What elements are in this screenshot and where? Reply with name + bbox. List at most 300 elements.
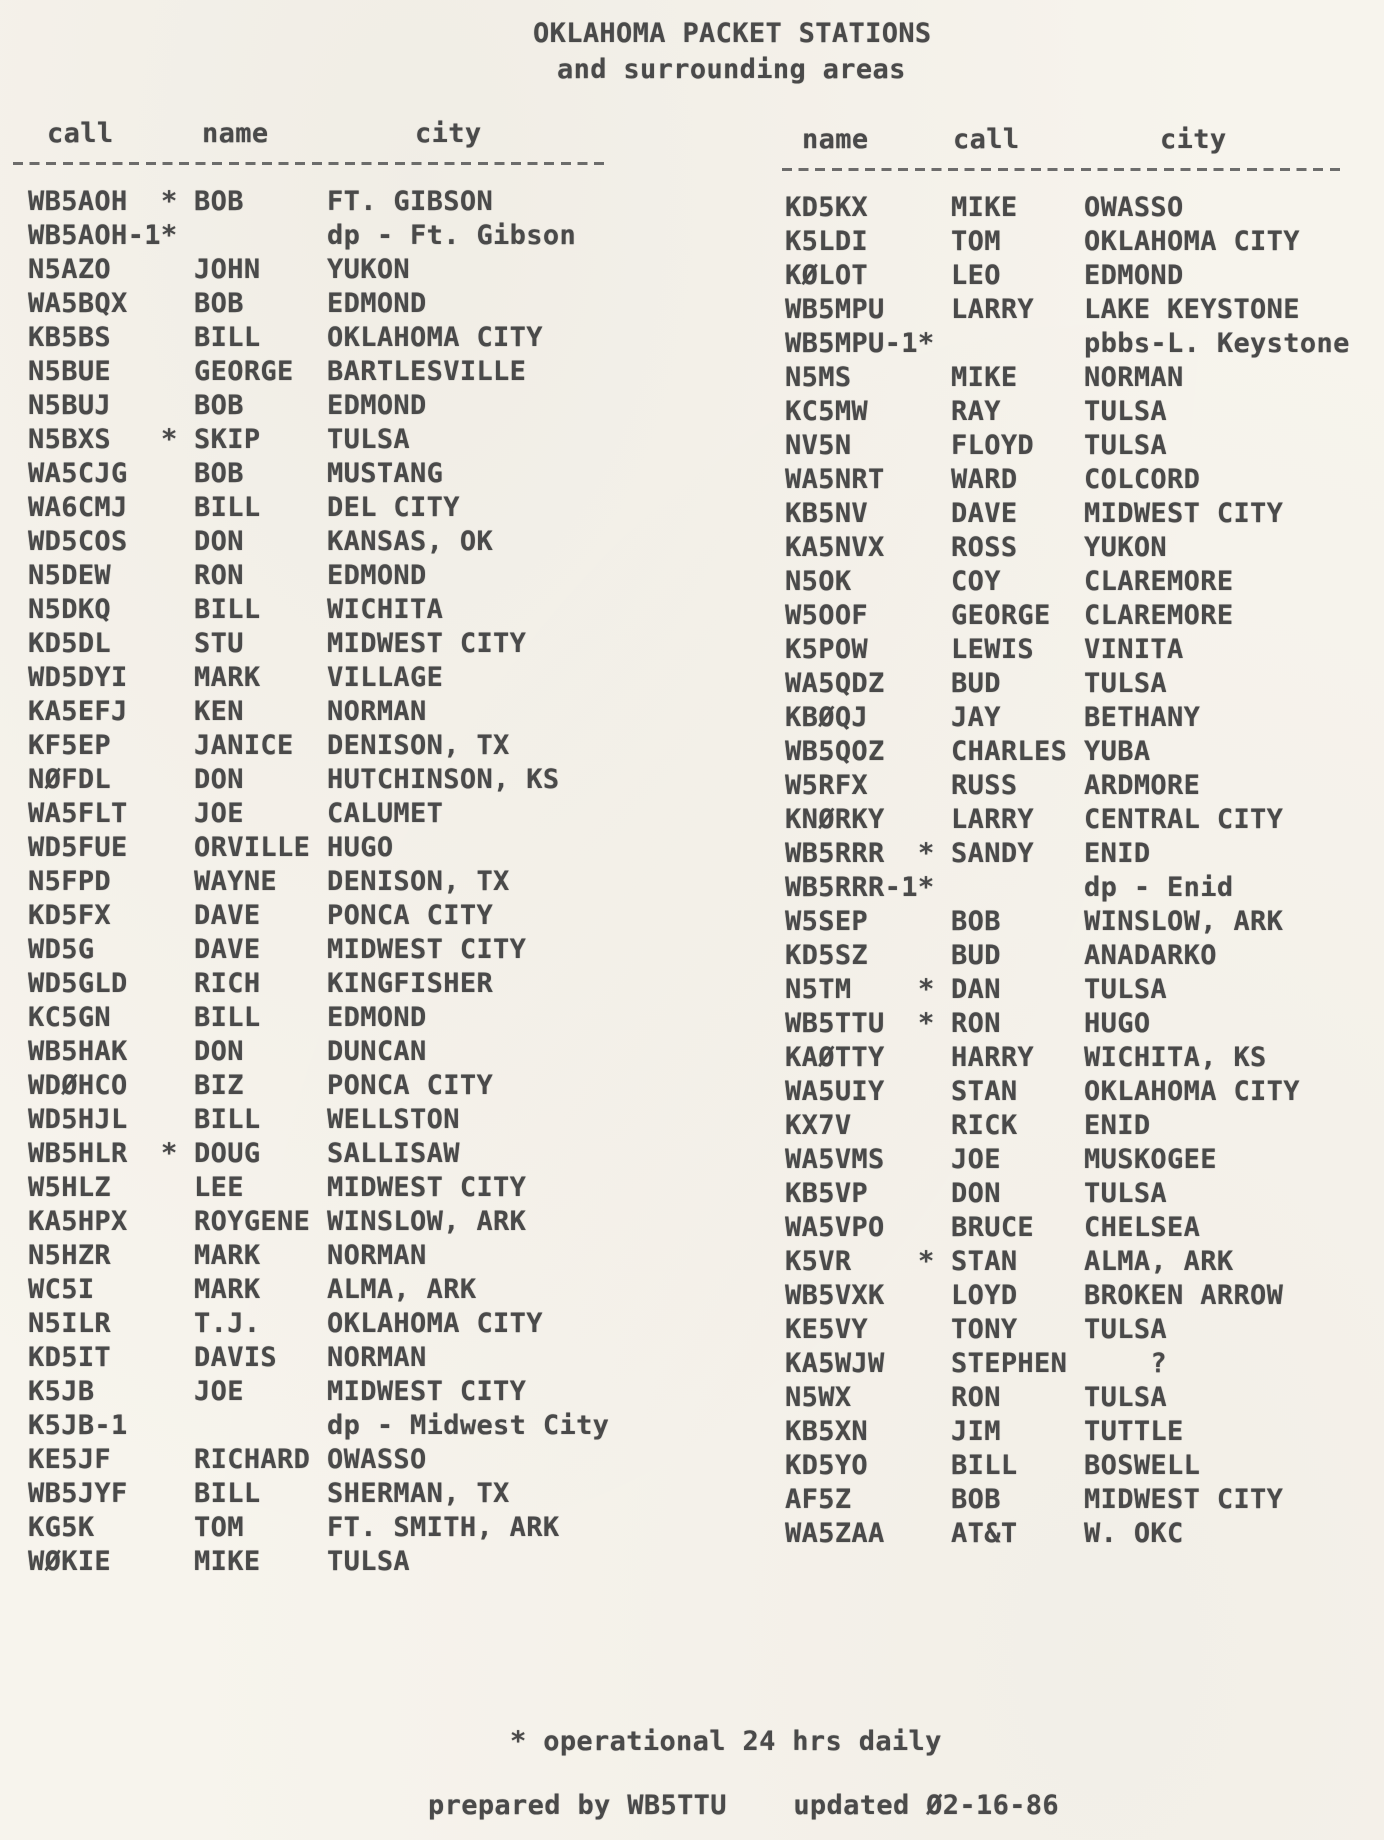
operational-star: * [918, 1008, 935, 1039]
name-cell: JANICE [194, 730, 294, 761]
table-row [28, 934, 648, 968]
name-cell: LARRY [951, 294, 1035, 325]
name-cell: LEWIS [951, 634, 1035, 665]
name-cell: LEO [951, 260, 1001, 291]
call-cell: K5VR [785, 1246, 852, 1277]
call-cell: KD5IT [28, 1342, 112, 1373]
call-cell: NØFDL [28, 764, 112, 795]
name-cell: MARK [194, 1240, 261, 1271]
call-cell: N5DEW [28, 560, 112, 591]
name-cell: RON [951, 1008, 1001, 1039]
name-cell: BOB [194, 186, 244, 217]
city-cell: MIDWEST CITY [327, 1376, 527, 1407]
call-cell: WD5GLD [28, 968, 128, 999]
city-cell: MIDWEST CITY [1084, 1484, 1284, 1515]
call-cell: N5OK [785, 566, 852, 597]
city-cell: MIDWEST CITY [327, 628, 527, 659]
call-cell: KB5VP [785, 1178, 869, 1209]
table-row [785, 804, 1384, 838]
city-cell: EDMOND [1084, 260, 1184, 291]
name-cell: TOM [194, 1512, 244, 1543]
table-row [28, 1104, 648, 1138]
call-cell: W5HLZ [28, 1172, 112, 1203]
call-cell: WA5BQX [28, 288, 128, 319]
city-cell: BOSWELL [1084, 1450, 1201, 1481]
table-row [785, 702, 1384, 736]
name-cell: LOYD [951, 1280, 1018, 1311]
table-row [28, 594, 648, 628]
call-cell: KB5NV [785, 498, 869, 529]
name-cell: MIKE [194, 1546, 261, 1577]
table-row [785, 770, 1384, 804]
name-cell: BUD [951, 668, 1001, 699]
city-cell: OKLAHOMA CITY [327, 322, 543, 353]
call-cell: K5LDI [785, 226, 869, 257]
name-cell: ORVILLE [194, 832, 311, 863]
right-table-header [0, 124, 1384, 158]
table-row [28, 288, 648, 322]
call-cell: KA5WJW [785, 1348, 885, 1379]
table-row [785, 1110, 1384, 1144]
call-cell: KG5K [28, 1512, 95, 1543]
name-cell: BUD [951, 940, 1001, 971]
table-row [785, 1008, 1384, 1042]
table-row [785, 532, 1384, 566]
city-cell: TULSA [327, 424, 411, 455]
call-cell: KX7V [785, 1110, 852, 1141]
call-cell: KC5MW [785, 396, 869, 427]
table-row [785, 634, 1384, 668]
name-cell: RON [194, 560, 244, 591]
call-cell: KØLOT [785, 260, 869, 291]
city-cell: WICHITA [327, 594, 444, 625]
call-cell: KNØRKY [785, 804, 885, 835]
operational-star: * [161, 1138, 178, 1169]
city-cell: VINITA [1084, 634, 1184, 665]
city-cell: OKLAHOMA CITY [327, 1308, 543, 1339]
table-row [785, 974, 1384, 1008]
table-row [28, 1478, 648, 1512]
call-cell: WC5I [28, 1274, 95, 1305]
table-row [28, 1376, 648, 1410]
city-cell: ENID [1084, 1110, 1151, 1141]
name-cell: RAY [951, 396, 1001, 427]
city-cell: TULSA [1084, 430, 1168, 461]
call-cell: W5RFX [785, 770, 869, 801]
table-row [785, 294, 1384, 328]
call-cell: N5DKQ [28, 594, 112, 625]
table-row [28, 356, 648, 390]
call-cell: N5HZR [28, 1240, 112, 1271]
name-cell: STU [194, 628, 244, 659]
operational-note: * operational 24 hrs daily [510, 1726, 942, 1757]
city-cell: WICHITA, KS [1084, 1042, 1267, 1073]
table-row [785, 1280, 1384, 1314]
name-cell: SKIP [194, 424, 261, 455]
call-cell: AF5Z [785, 1484, 852, 1515]
call-cell: WB5MPU-1* [785, 328, 935, 359]
call-cell: KC5GN [28, 1002, 112, 1033]
table-row [28, 560, 648, 594]
name-cell: DOUG [194, 1138, 261, 1169]
name-cell: BILL [194, 1104, 261, 1135]
name-cell: BOB [194, 390, 244, 421]
call-cell: N5BXS [28, 424, 112, 455]
city-cell: LAKE KEYSTONE [1084, 294, 1300, 325]
name-cell: TOM [951, 226, 1001, 257]
call-cell: N5AZO [28, 254, 112, 285]
call-cell: N5FPD [28, 866, 112, 897]
call-cell: W5OOF [785, 600, 869, 631]
table-row [785, 1314, 1384, 1348]
table-row [785, 736, 1384, 770]
table-row [28, 424, 648, 458]
call-cell: KB5XN [785, 1416, 869, 1447]
table-row [785, 464, 1384, 498]
column-header-name: name [802, 124, 869, 155]
table-row [28, 798, 648, 832]
table-row [28, 1444, 648, 1478]
city-cell: VILLAGE [327, 662, 444, 693]
city-cell: KINGFISHER [327, 968, 494, 999]
operational-star: * [161, 424, 178, 455]
call-cell: WD5G [28, 934, 95, 965]
table-row [28, 1410, 648, 1444]
city-cell: HUGO [1084, 1008, 1151, 1039]
city-cell: EDMOND [327, 288, 427, 319]
city-cell: ENID [1084, 838, 1151, 869]
table-row [785, 362, 1384, 396]
header-separator [13, 162, 610, 165]
city-cell: ARDMORE [1084, 770, 1201, 801]
name-cell: JIM [951, 1416, 1001, 1447]
name-cell: BILL [951, 1450, 1018, 1481]
city-cell: HUTCHINSON, KS [327, 764, 560, 795]
table-row [28, 1546, 648, 1580]
table-row [28, 662, 648, 696]
name-cell: BILL [194, 322, 261, 353]
column-header-call: call [953, 124, 1020, 155]
call-cell: KD5YO [785, 1450, 869, 1481]
name-cell: MIKE [951, 192, 1018, 223]
name-cell: MARK [194, 1274, 261, 1305]
name-cell: ROSS [951, 532, 1018, 563]
city-cell: OKLAHOMA CITY [1084, 1076, 1300, 1107]
city-cell: OWASSO [327, 1444, 427, 1475]
table-row [28, 1138, 648, 1172]
city-cell: DEL CITY [327, 492, 460, 523]
operational-star: * [918, 838, 935, 869]
city-cell: FT. GIBSON [327, 186, 494, 217]
name-cell: WAYNE [194, 866, 278, 897]
table-row [785, 1212, 1384, 1246]
city-cell: OKLAHOMA CITY [1084, 226, 1300, 257]
name-cell: BILL [194, 1478, 261, 1509]
table-row [28, 628, 648, 662]
city-cell: KANSAS, OK [327, 526, 494, 557]
city-cell: DENISON, TX [327, 866, 510, 897]
call-cell: WD5FUE [28, 832, 128, 863]
call-cell: WA5NRT [785, 464, 885, 495]
column-header-city: city [1160, 124, 1227, 155]
name-cell: JOE [194, 1376, 244, 1407]
name-cell: JAY [951, 702, 1001, 733]
city-cell: dp - Midwest City [327, 1410, 610, 1441]
call-cell: KB5BS [28, 322, 112, 353]
call-cell: N5BUJ [28, 390, 112, 421]
city-cell: pbbs-L. Keystone [1084, 328, 1350, 359]
table-row [28, 696, 648, 730]
table-row [28, 220, 648, 254]
table-row [785, 872, 1384, 906]
call-cell: K5JB [28, 1376, 95, 1407]
name-cell: RICH [194, 968, 261, 999]
table-row [785, 1348, 1384, 1382]
name-cell: DAN [951, 974, 1001, 1005]
name-cell: GEORGE [194, 356, 294, 387]
city-cell: NORMAN [327, 1240, 427, 1271]
city-cell: TULSA [1084, 396, 1168, 427]
city-cell: COLCORD [1084, 464, 1201, 495]
table-row [785, 600, 1384, 634]
call-cell: WB5QOZ [785, 736, 885, 767]
city-cell: MIDWEST CITY [1084, 498, 1284, 529]
name-cell: BRUCE [951, 1212, 1035, 1243]
table-row [785, 1076, 1384, 1110]
table-row [785, 1178, 1384, 1212]
table-row [785, 498, 1384, 532]
city-cell: YUKON [327, 254, 411, 285]
name-cell: STEPHEN [951, 1348, 1068, 1379]
table-row [28, 1002, 648, 1036]
table-row [785, 192, 1384, 226]
table-row [28, 1342, 648, 1376]
page-subtitle: and surrounding areas [557, 54, 906, 85]
name-cell: RICK [951, 1110, 1018, 1141]
call-cell: WB5JYF [28, 1478, 128, 1509]
city-cell: MUSKOGEE [1084, 1144, 1217, 1175]
city-cell: YUBA [1084, 736, 1151, 767]
call-cell: WA5VMS [785, 1144, 885, 1175]
table-row [785, 1484, 1384, 1518]
name-cell: BILL [194, 492, 261, 523]
call-cell: KBØQJ [785, 702, 869, 733]
name-cell: BOB [951, 906, 1001, 937]
name-cell: TONY [951, 1314, 1018, 1345]
city-cell: HUGO [327, 832, 394, 863]
city-cell: EDMOND [327, 390, 427, 421]
table-row [785, 430, 1384, 464]
table-row [28, 764, 648, 798]
city-cell: WINSLOW, ARK [1084, 906, 1284, 937]
call-cell: WA5CJG [28, 458, 128, 489]
name-cell: DAVIS [194, 1342, 278, 1373]
call-cell: WB5HAK [28, 1036, 128, 1067]
call-cell: KA5NVX [785, 532, 885, 563]
city-cell: TULSA [1084, 1382, 1168, 1413]
call-cell: WB5RRR-1* [785, 872, 935, 903]
name-cell: T.J. [194, 1308, 261, 1339]
city-cell: CLAREMORE [1084, 566, 1234, 597]
city-cell: ALMA, ARK [1084, 1246, 1234, 1277]
city-cell: NORMAN [1084, 362, 1184, 393]
call-cell: KD5KX [785, 192, 869, 223]
city-cell: YUKON [1084, 532, 1168, 563]
table-row [785, 668, 1384, 702]
city-cell: TULSA [1084, 1314, 1168, 1345]
name-cell: DON [194, 764, 244, 795]
call-cell: WØKIE [28, 1546, 112, 1577]
city-cell: SHERMAN, TX [327, 1478, 510, 1509]
name-cell: RUSS [951, 770, 1018, 801]
call-cell: N5MS [785, 362, 852, 393]
city-cell: DUNCAN [327, 1036, 427, 1067]
column-header-call: call [47, 118, 114, 149]
name-cell: GEORGE [951, 600, 1051, 631]
city-cell: SALLISAW [327, 1138, 460, 1169]
name-cell: WARD [951, 464, 1018, 495]
city-cell: PONCA CITY [327, 900, 494, 931]
call-cell: WB5AOH [28, 186, 128, 217]
name-cell: MIKE [951, 362, 1018, 393]
city-cell: TULSA [1084, 668, 1168, 699]
name-cell: BOB [194, 458, 244, 489]
table-row [28, 458, 648, 492]
table-row [28, 968, 648, 1002]
name-cell: JOHN [194, 254, 261, 285]
call-cell: WD5HJL [28, 1104, 128, 1135]
name-cell: KEN [194, 696, 244, 727]
table-row [28, 1070, 648, 1104]
call-cell: WB5MPU [785, 294, 885, 325]
call-cell: WB5TTU [785, 1008, 885, 1039]
name-cell: BILL [194, 1002, 261, 1033]
call-cell: KE5JF [28, 1444, 112, 1475]
table-row [28, 900, 648, 934]
call-cell: WB5AOH-1* [28, 220, 178, 251]
operational-star: * [918, 1246, 935, 1277]
city-cell: ANADARKO [1084, 940, 1217, 971]
table-row [28, 866, 648, 900]
city-cell: TULSA [1084, 974, 1168, 1005]
name-cell: RON [951, 1382, 1001, 1413]
name-cell: STAN [951, 1076, 1018, 1107]
left-station-list [28, 186, 648, 1580]
column-header-city: city [415, 118, 482, 149]
city-cell: CALUMET [327, 798, 444, 829]
city-cell: EDMOND [327, 560, 427, 591]
name-cell: AT&T [951, 1518, 1018, 1549]
operational-star: * [918, 974, 935, 1005]
name-cell: DAVE [951, 498, 1018, 529]
table-row [785, 1246, 1384, 1280]
city-cell: dp - Ft. Gibson [327, 220, 577, 251]
call-cell: WA5VPO [785, 1212, 885, 1243]
table-row [785, 1416, 1384, 1450]
name-cell: DAVE [194, 934, 261, 965]
right-station-list [785, 192, 1384, 1552]
name-cell: MARK [194, 662, 261, 693]
city-cell: NORMAN [327, 1342, 427, 1373]
call-cell: NV5N [785, 430, 852, 461]
call-cell: W5SEP [785, 906, 869, 937]
operational-star: * [161, 186, 178, 217]
name-cell: JOE [194, 798, 244, 829]
call-cell: WDØHCO [28, 1070, 128, 1101]
city-cell: MIDWEST CITY [327, 1172, 527, 1203]
name-cell: BOB [951, 1484, 1001, 1515]
call-cell: WA5UIY [785, 1076, 885, 1107]
call-cell: KD5SZ [785, 940, 869, 971]
city-cell: WINSLOW, ARK [327, 1206, 527, 1237]
city-cell: MIDWEST CITY [327, 934, 527, 965]
table-row [785, 1518, 1384, 1552]
call-cell: WA5FLT [28, 798, 128, 829]
city-cell: MUSTANG [327, 458, 444, 489]
name-cell: CHARLES [951, 736, 1068, 767]
header-separator [782, 168, 1342, 171]
call-cell: WA5QDZ [785, 668, 885, 699]
city-cell: CLAREMORE [1084, 600, 1234, 631]
table-row [28, 1274, 648, 1308]
name-cell: RICHARD [194, 1444, 311, 1475]
name-cell: BOB [194, 288, 244, 319]
table-row [28, 730, 648, 764]
city-cell: WELLSTON [327, 1104, 460, 1135]
table-row [28, 1036, 648, 1070]
call-cell: WB5RRR [785, 838, 885, 869]
call-cell: WA5ZAA [785, 1518, 885, 1549]
name-cell: DON [951, 1178, 1001, 1209]
name-cell: BILL [194, 594, 261, 625]
city-cell: EDMOND [327, 1002, 427, 1033]
table-row [785, 906, 1384, 940]
table-row [785, 566, 1384, 600]
call-cell: K5POW [785, 634, 869, 665]
name-cell: DON [194, 1036, 244, 1067]
table-row [28, 186, 648, 220]
city-cell: DENISON, TX [327, 730, 510, 761]
table-row [785, 838, 1384, 872]
city-cell: PONCA CITY [327, 1070, 494, 1101]
column-header-name: name [202, 118, 269, 149]
name-cell: COY [951, 566, 1001, 597]
table-row [28, 492, 648, 526]
name-cell: FLOYD [951, 430, 1035, 461]
call-cell: KA5EFJ [28, 696, 128, 727]
call-cell: KAØTTY [785, 1042, 885, 1073]
table-row [785, 1382, 1384, 1416]
call-cell: KD5DL [28, 628, 112, 659]
city-cell: BROKEN ARROW [1084, 1280, 1284, 1311]
name-cell: BIZ [194, 1070, 244, 1101]
call-cell: WD5COS [28, 526, 128, 557]
call-cell: N5TM [785, 974, 852, 1005]
city-cell: ALMA, ARK [327, 1274, 477, 1305]
name-cell: LARRY [951, 804, 1035, 835]
city-cell: TULSA [327, 1546, 411, 1577]
city-cell: BETHANY [1084, 702, 1201, 733]
table-row [785, 226, 1384, 260]
city-cell: CHELSEA [1084, 1212, 1201, 1243]
city-cell: CENTRAL CITY [1084, 804, 1284, 835]
table-row [28, 322, 648, 356]
city-cell: dp - Enid [1084, 872, 1234, 903]
page-title: OKLAHOMA PACKET STATIONS [533, 18, 932, 49]
prepared-by-line: prepared by WB5TTU updated Ø2-16-86 [428, 1790, 1060, 1821]
city-cell: BARTLESVILLE [327, 356, 527, 387]
name-cell: SANDY [951, 838, 1035, 869]
